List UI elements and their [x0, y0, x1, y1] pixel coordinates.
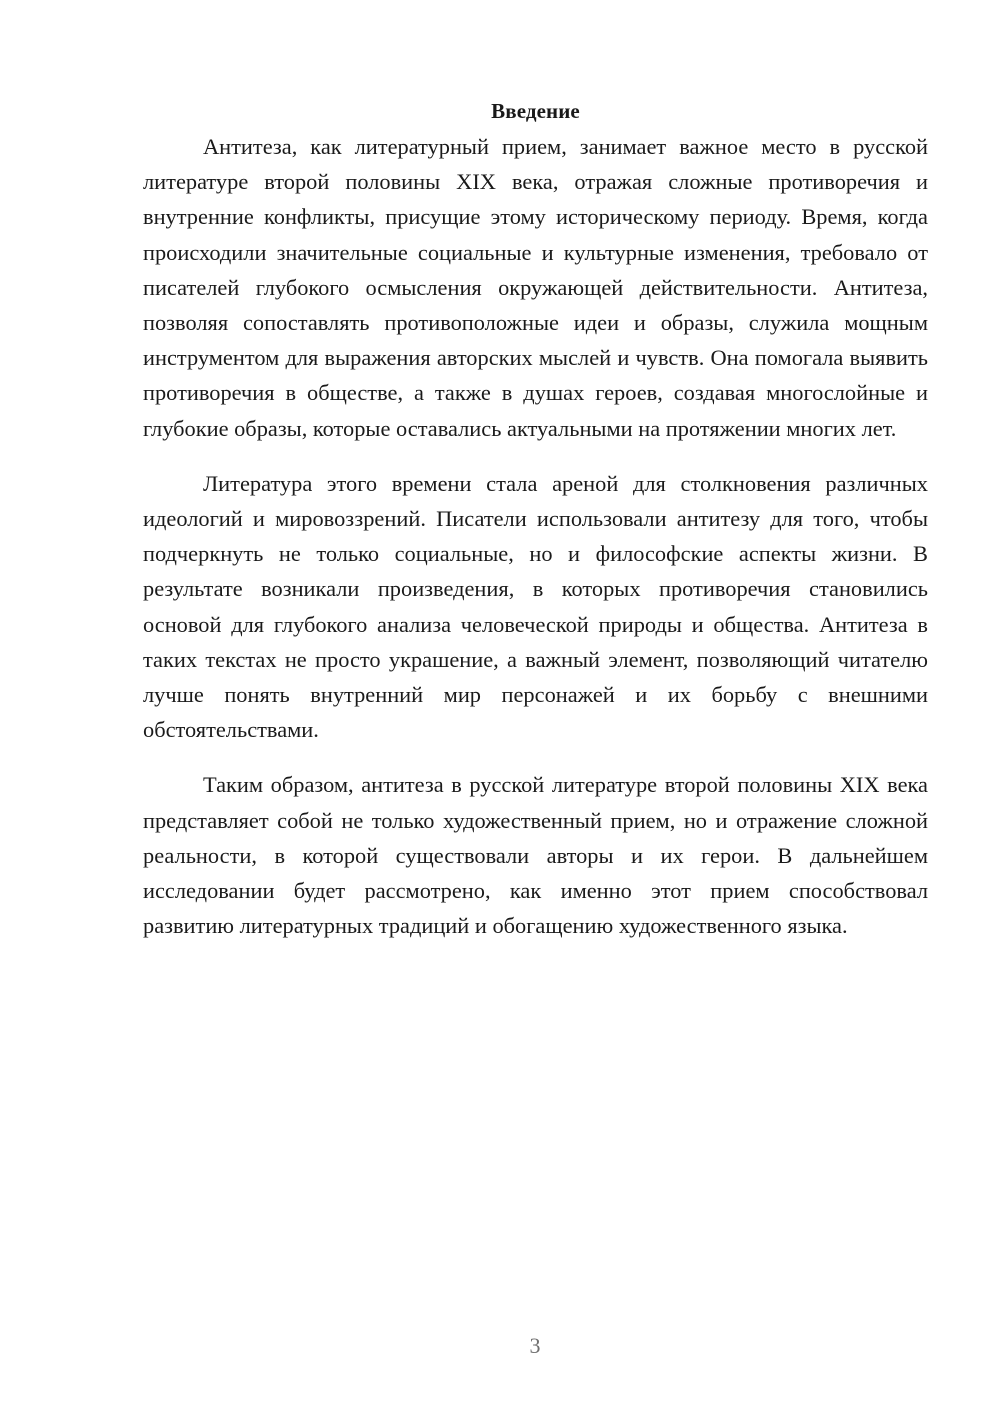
- page-content: [143, 93, 928, 943]
- section-title: Введение: [491, 99, 580, 123]
- paragraph-1: Антитеза, как литературный прием, занимает важное место в русской литературе второй половины XIX века, отражая сложные противоречия и внутренние конфликты, присущие этому историческому периоду. Время, когда происходили значительные социальные и культурные изменения, требовало от писателей глубокого осмысления окружающей действительности. Антитеза, позволяя сопоставлять противоположные идеи и образы, служила мощным инструментом для выражения авторских мыслей и чувств. Она помогала выявить противоречия в обществе, а также в душах героев, создавая многослойные и глубокие образы, которые оставались актуальными на протяжении многих лет.: [143, 134, 928, 441]
- paragraph-2: Литература этого времени стала ареной для столкновения различных идеологий и мировоззрений. Писатели использовали антитезу для того, чтобы подчеркнуть не только социальные, но и философские аспекты жизни. В результате возникали произведения, в которых противоречия становились основой для глубокого анализа человеческой природы и общества. Антитеза в таких текстах не просто украшение, а важный элемент, позволяющий читателю лучше понять внутренний мир персонажей и их борьбу с внешними обстоятельствами.: [143, 470, 928, 743]
- page-number: 3: [529, 1333, 541, 1358]
- paragraph-3: Таким образом, антитеза в русской литературе второй половины XIX века представляет собой не только художественный прием, но и отражение сложной реальности, в которой существовали авторы и их герои. В дальнейшем исследовании будет рассмотрено, как именно этот прием способствовал развитию литературных традиций и обогащению художественного языка.: [143, 772, 928, 939]
